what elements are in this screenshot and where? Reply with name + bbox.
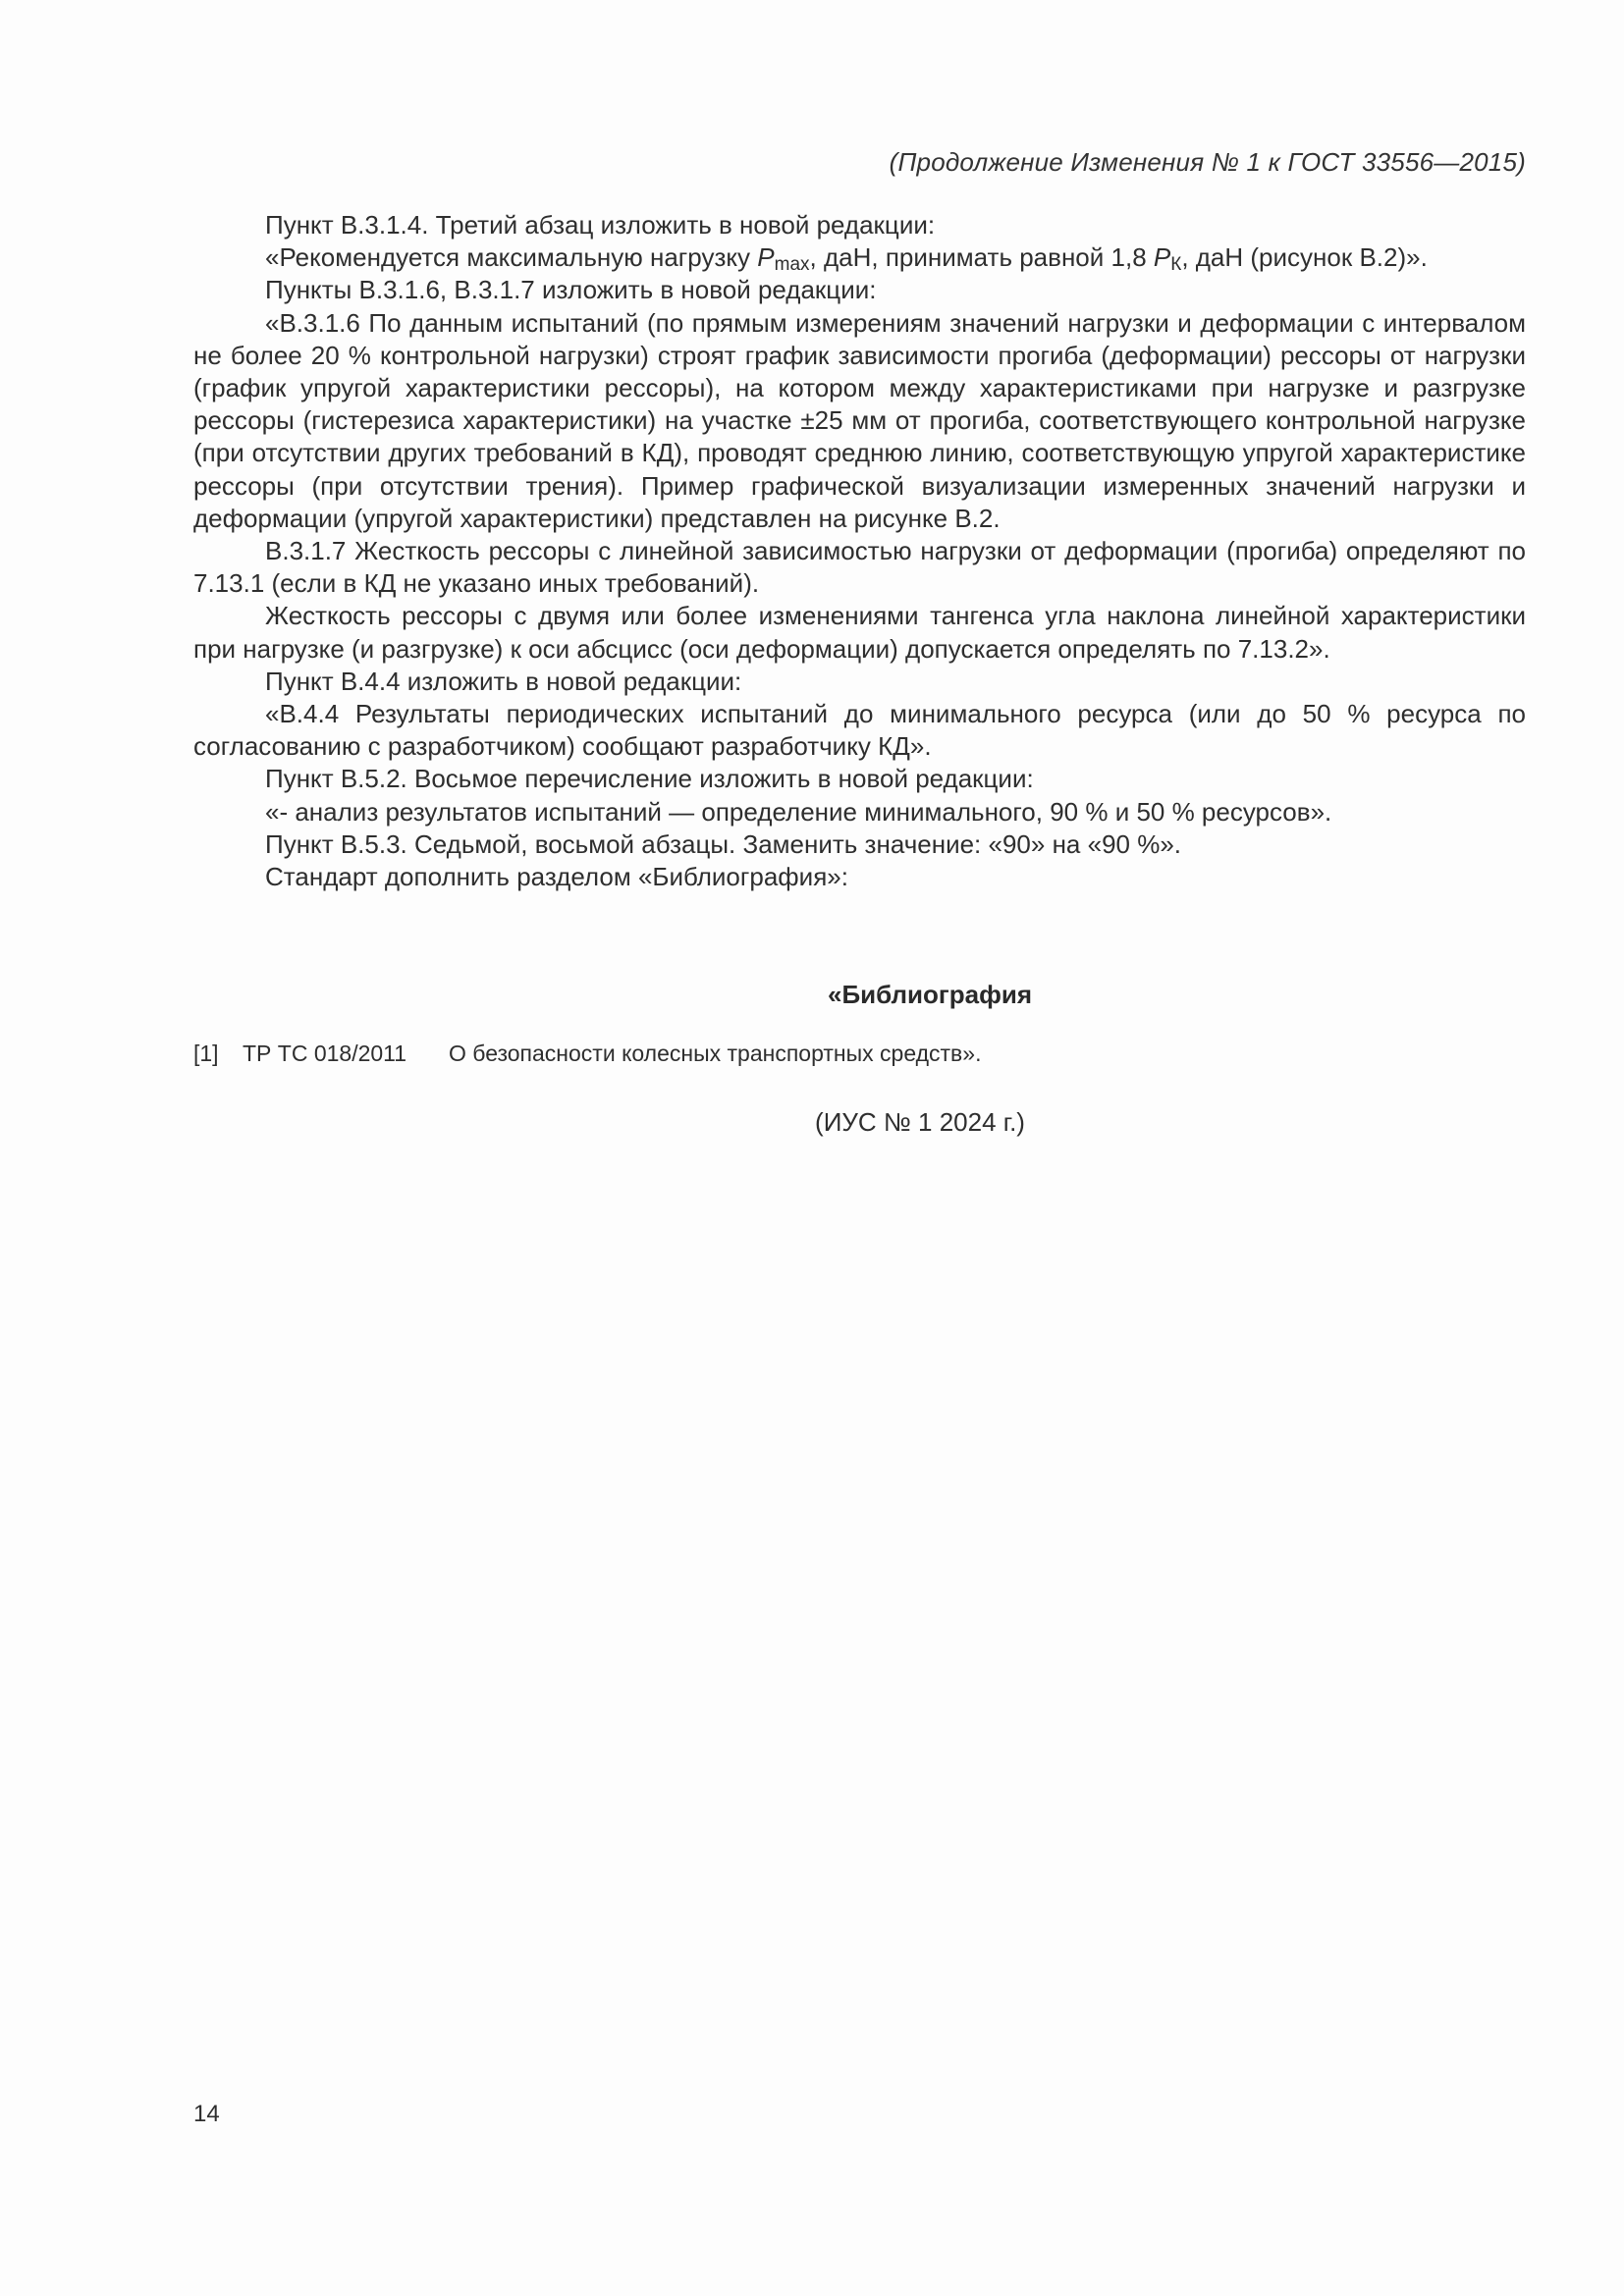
paragraph-11: Пункт В.5.3. Седьмой, восьмой абзацы. Заменить значение: «90» на «90 %». [265, 828, 1182, 859]
paragraph-4: «В.3.1.6 По данным испытаний (по прямым измерениям значений нагрузки и деформации с интервалом не более 20 % контрольной нагрузки) строят график зависимости прогиба (деформации) рессоры от нагрузки (график упругой характеристики рессоры), на котором между характеристиками при нагрузке и разгрузке рессоры (гистерезиса характеристики) на участке ±25 мм от прогиба, соответствующего контрольной нагрузке (при отсутствии других требований в КД), проводят среднюю линию, соответствующую упругой характеристике рессоры (при отсутствии трения). Пример графической визуализации измеренных значений нагрузки и деформации (упругой характеристики) представлен на рисунке В.2. [193, 307, 1526, 533]
bibliography-entry-number: [1] [193, 1041, 219, 1066]
symbol-p: P [757, 242, 775, 273]
paragraph-1: Пункт В.3.1.4. Третий абзац изложить в новой редакции: [265, 210, 936, 240]
bibliography-entry [193, 1041, 981, 1067]
paragraph-8: «В.4.4 Результаты периодических испытаний до минимального ресурса (или до 50 % ресурса по согласованию с разработчиком) сообщают разработчику КД». [193, 699, 1526, 762]
paragraph-2-part-a: «Рекомендуется максимальную нагрузку [265, 242, 758, 273]
paragraph-12: Стандарт дополнить разделом «Библиография»: [265, 862, 848, 892]
bibliography-entry-title: О безопасности колесных транспортных средств». [449, 1041, 982, 1066]
page-number: 14 [193, 2101, 220, 2127]
paragraph-10: «- анализ результатов испытаний — определение минимального, 90 % и 50 % ресурсов». [265, 796, 1332, 827]
bibliography-heading: «Библиография [828, 980, 1032, 1009]
symbol-p-k: P [1153, 242, 1171, 273]
subscript-k: К [1170, 254, 1182, 276]
paragraph-9: Пункт В.5.2. Восьмое перечисление изложить в новой редакции: [265, 764, 1034, 794]
body-text [193, 209, 1526, 893]
paragraph-3: Пункты В.3.1.6, В.3.1.7 изложить в новой редакции: [265, 275, 877, 305]
subscript-max: max [774, 254, 810, 276]
paragraph-2-part-c: , даН (рисунок В.2)». [1181, 242, 1428, 273]
paragraph-2 [193, 241, 1526, 274]
ius-reference: (ИУС № 1 2024 г.) [815, 1107, 1025, 1137]
paragraph-5: В.3.1.7 Жесткость рессоры с линейной зависимостью нагрузки от деформации (прогиба) определяют по 7.13.1 (если в КД не указано иных требований). [193, 536, 1526, 599]
paragraph-6: Жесткость рессоры с двумя или более изменениями тангенса угла наклона линейной характеристики при нагрузке (и разгрузке) к оси абсцисс (оси деформации) допускается определять по 7.13.2». [193, 601, 1526, 664]
bibliography-entry-document: ТР ТС 018/2011 [243, 1041, 407, 1066]
paragraph-7: Пункт В.4.4 изложить в новой редакции: [265, 666, 742, 696]
running-title: (Продолжение Изменения № 1 к ГОСТ 33556—2015) [889, 147, 1526, 177]
paragraph-2-part-b: , даН, принимать равной 1,8 [809, 242, 1154, 273]
